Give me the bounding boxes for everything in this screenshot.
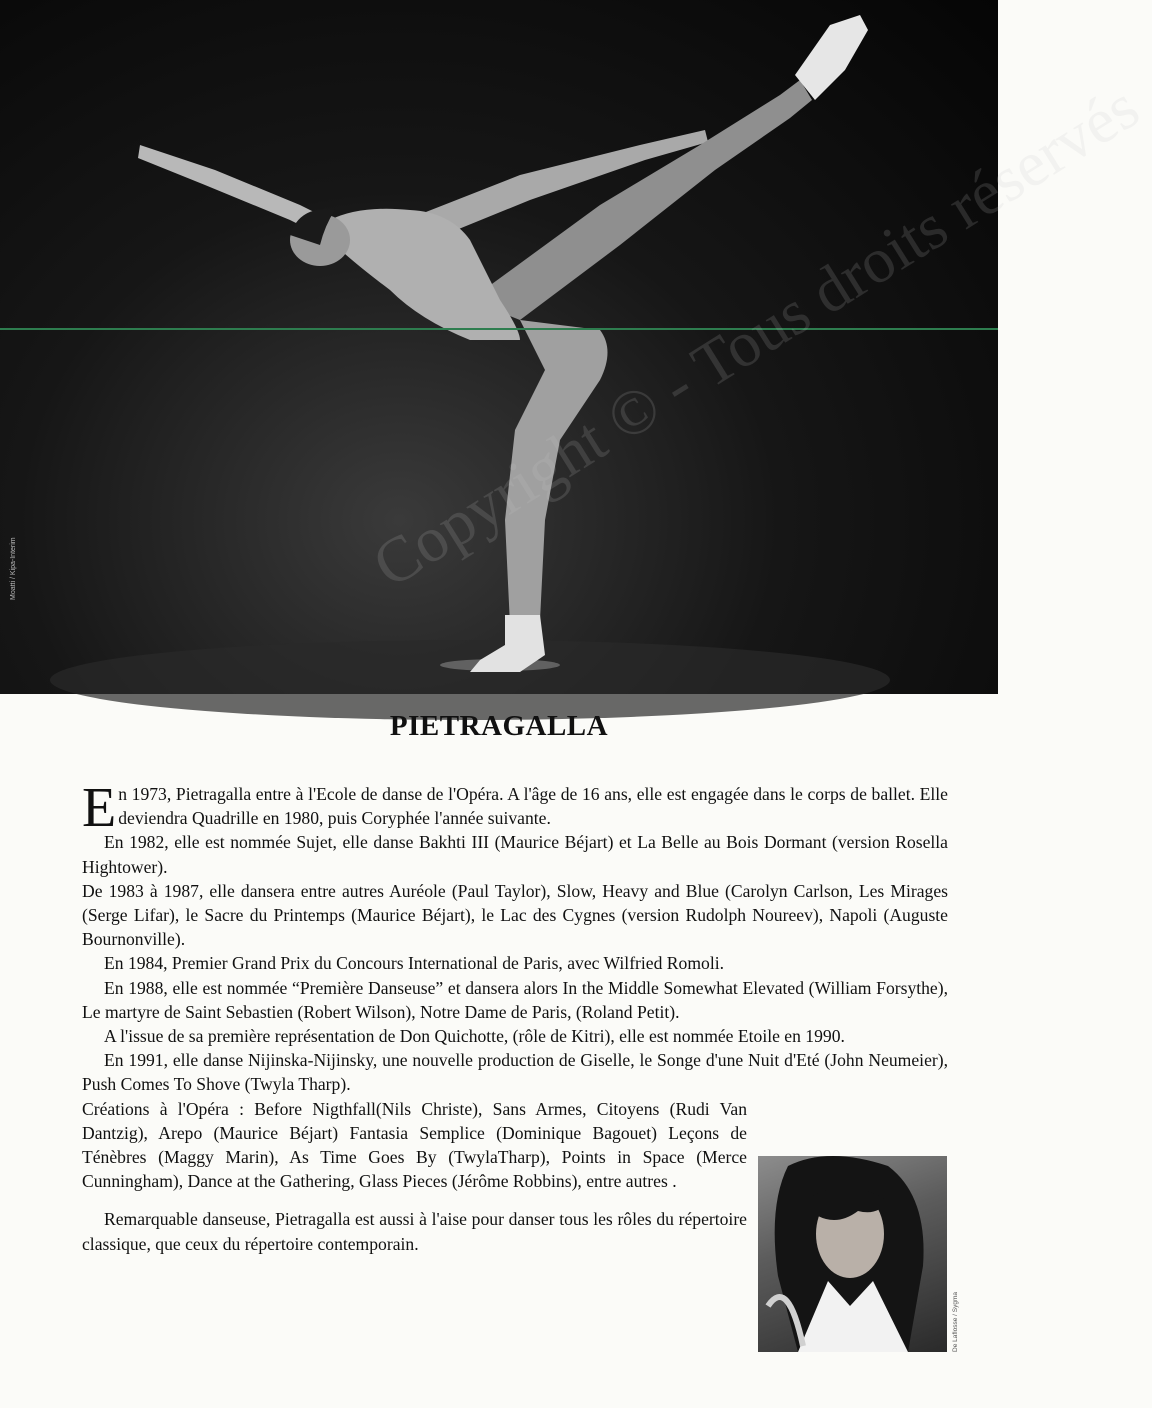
paragraph-8: Créations à l'Opéra : Before Nigthfall(Nils Christe), Sans Armes, Citoyens (Rudi Van Dantzig), Arepo (Maurice Béjart) Fantasia Semplice (Dominique Bagouet) Leçons de Ténèbres (Maggy Marin), As Time Goes By (TwylaTharp), Points in Space (Merce Cunningham), Dance at the Gathering, Glass Pieces (Jérôme Robbins), entre autres .	[82, 1098, 747, 1192]
photo-credit-left: Moatti / Kipa-Interim	[10, 537, 17, 600]
portrait-photo	[758, 1156, 947, 1352]
paragraph-7: En 1991, elle danse Nijinska-Nijinsky, une nouvelle production de Giselle, le Songe d'une Nuit d'Eté (John Neumeier), Push Comes To Shove (Twyla Tharp).	[82, 1050, 948, 1095]
paragraph-3: De 1983 à 1987, elle dansera entre autres Auréole (Paul Taylor), Slow, Heavy and Blue (Carolyn Carlson, Les Mirages (Serge Lifar), le Sacre du Printemps (Maurice Béjart), le Lac des Cygnes (version Rudolph Noureev), Napoli (Auguste Bournonville).	[82, 880, 948, 950]
paragraph-1	[82, 777, 948, 839]
paragraph-2: En 1982, elle est nommée Sujet, elle danse Bakhti III (Maurice Béjart) et La Belle au Bois Dormant (version Rosella Hightower).	[82, 832, 948, 877]
watermark-text: Copyright © - Tous droits réservés	[360, 70, 1151, 602]
portrait-figure	[758, 1156, 947, 1352]
page-title: PIETRAGALLA	[389, 710, 609, 742]
paragraph-6: A l'issue de sa première représentation de Don Quichotte, (rôle de Kitri), elle est nommée Etoile en 1990.	[104, 1026, 845, 1047]
scan-line	[0, 328, 998, 330]
paragraph-4: En 1984, Premier Grand Prix du Concours International de Paris, avec Wilfried Romoli.	[104, 953, 724, 974]
paragraph-9: Remarquable danseuse, Pietragalla est aussi à l'aise pour danser tous les rôles du répertoire classique, que ceux du répertoire contemporain.	[82, 1209, 747, 1254]
drop-cap: E	[82, 777, 117, 839]
hero-photo-dancer	[0, 0, 1151, 694]
dancer-silhouette	[0, 0, 998, 694]
paragraph-5: En 1988, elle est nommée “Première Danseuse” et dansera alors In the Middle Somewhat Elevated (William Forsythe), Le martyre de Saint Sebastien (Robert Wilson), Notre Dame de Paris, (Roland Petit).	[82, 977, 948, 1022]
paragraph-1-text: n 1973, Pietragalla entre à l'Ecole de danse de l'Opéra. A l'âge de 16 ans, elle est engagée dans le corps de ballet. Elle deviendra Quadrille en 1980, puis Coryphée l'année suivante.	[118, 784, 948, 829]
photo-credit-right: De Laflosse / Sygma	[952, 1292, 959, 1352]
